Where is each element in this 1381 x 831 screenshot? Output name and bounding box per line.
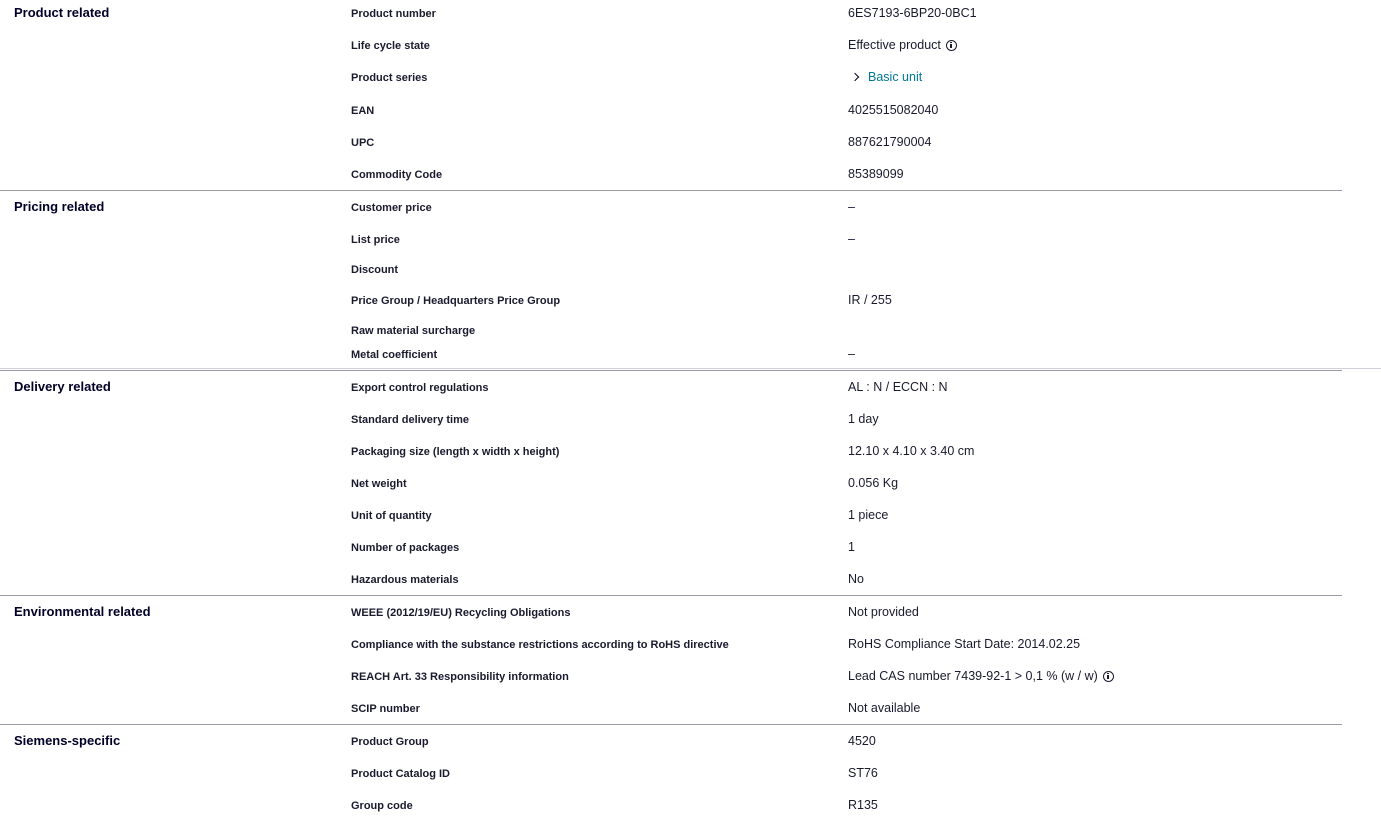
row-label-product-number: Product number xyxy=(351,8,436,20)
value-text: Lead CAS number 7439-92-1 > 0,1 % (w / w) xyxy=(848,669,1098,683)
value-text: 0.056 Kg xyxy=(848,476,899,490)
row-label-product-series: Product series xyxy=(351,72,428,84)
row-label-rohs-compliance: Compliance with the substance restrictions according to RoHS directive xyxy=(351,639,729,651)
value-text: 85389099 xyxy=(848,167,904,181)
row-value-rohs-compliance xyxy=(848,636,1080,652)
value-text: – xyxy=(848,200,855,214)
row-value-reach xyxy=(848,668,1114,684)
row-label-weee: WEEE (2012/19/EU) Recycling Obligations xyxy=(351,607,571,619)
value-text: 887621790004 xyxy=(848,135,932,149)
value-text: Not provided xyxy=(848,605,919,619)
value-text: RoHS Compliance Start Date: 2014.02.25 xyxy=(848,637,1081,651)
row-value-weee xyxy=(848,604,919,620)
row-value-group-code xyxy=(848,797,878,813)
row-value-product-series xyxy=(848,69,922,85)
row-value-number-of-packages xyxy=(848,539,855,555)
row-label-packaging-size: Packaging size (length x width x height) xyxy=(351,446,560,458)
section-title: Siemens-specific xyxy=(14,733,121,748)
section-title: Environmental related xyxy=(14,604,151,619)
value-text: 4025515082040 xyxy=(848,103,939,117)
row-label-scip-number: SCIP number xyxy=(351,703,420,715)
row-label-commodity-code: Commodity Code xyxy=(351,169,443,181)
value-text: R135 xyxy=(848,798,878,812)
value-text: – xyxy=(848,232,855,246)
value-text: 1 xyxy=(848,540,855,554)
row-value-metal-coefficient xyxy=(848,346,855,362)
row-label-number-of-packages: Number of packages xyxy=(351,542,460,554)
value-text: AL : N / ECCN : N xyxy=(848,380,948,394)
row-value-unit-of-quantity xyxy=(848,507,888,523)
value-text: 1 piece xyxy=(848,508,889,522)
value-text: IR / 255 xyxy=(848,293,892,307)
section-title: Product related xyxy=(14,5,110,20)
row-label-standard-delivery-time: Standard delivery time xyxy=(351,414,469,426)
row-label-list-price: List price xyxy=(351,234,400,246)
value-text: 6ES7193-6BP20-0BC1 xyxy=(848,6,977,20)
section-divider xyxy=(0,724,1342,725)
row-value-product-number xyxy=(848,5,977,21)
row-label-raw-material-surcharge: Raw material surcharge xyxy=(351,325,476,337)
row-value-scip-number xyxy=(848,700,920,716)
row-value-product-catalog-id xyxy=(848,765,878,781)
row-value-packaging-size xyxy=(848,443,974,459)
row-label-metal-coefficient: Metal coefficient xyxy=(351,349,438,361)
link-text[interactable]: Basic unit xyxy=(868,70,923,84)
row-label-net-weight: Net weight xyxy=(351,478,407,490)
row-label-product-group: Product Group xyxy=(351,736,429,748)
row-value-product-group xyxy=(848,733,876,749)
info-icon[interactable] xyxy=(1103,671,1114,682)
row-label-export-control: Export control regulations xyxy=(351,382,489,394)
row-value-price-group xyxy=(848,292,892,308)
row-label-group-code: Group code xyxy=(351,800,413,812)
row-value-upc xyxy=(848,134,931,150)
row-value-ean xyxy=(848,102,938,118)
row-label-product-catalog-id: Product Catalog ID xyxy=(351,768,451,780)
row-label-upc: UPC xyxy=(351,137,375,149)
section-divider xyxy=(0,595,1342,596)
row-value-commodity-code xyxy=(848,166,904,182)
row-value-life-cycle-state xyxy=(848,37,957,53)
row-label-ean: EAN xyxy=(351,105,375,117)
row-value-export-control xyxy=(848,379,948,395)
value-text: – xyxy=(848,347,855,361)
value-text: No xyxy=(848,572,864,586)
chevron-right-icon xyxy=(851,73,859,81)
row-label-discount: Discount xyxy=(351,264,399,276)
value-text: 4520 xyxy=(848,734,876,748)
row-label-reach: REACH Art. 33 Responsibility information xyxy=(351,671,569,683)
row-label-hazardous-materials: Hazardous materials xyxy=(351,574,459,586)
row-label-life-cycle-state: Life cycle state xyxy=(351,40,430,52)
section-title: Pricing related xyxy=(14,199,105,214)
row-label-unit-of-quantity: Unit of quantity xyxy=(351,510,432,522)
row-value-net-weight xyxy=(848,475,898,491)
section-divider xyxy=(0,370,1342,371)
row-label-price-group: Price Group / Headquarters Price Group xyxy=(351,295,561,307)
row-value-hazardous-materials xyxy=(848,571,864,587)
value-text: 1 day xyxy=(848,412,879,426)
row-value-customer-price xyxy=(848,199,855,215)
section-divider xyxy=(0,190,1342,191)
value-text: Effective product xyxy=(848,38,941,52)
section-title: Delivery related xyxy=(14,379,111,394)
row-value-list-price xyxy=(848,231,855,247)
section-divider xyxy=(0,368,1381,369)
value-text: ST76 xyxy=(848,766,878,780)
value-text: Not available xyxy=(848,701,921,715)
row-label-customer-price: Customer price xyxy=(351,202,432,214)
row-value-standard-delivery-time xyxy=(848,411,879,427)
basic-unit-link[interactable] xyxy=(848,69,922,85)
value-text: 12.10 x 4.10 x 3.40 cm xyxy=(848,444,975,458)
info-icon[interactable] xyxy=(946,40,957,51)
